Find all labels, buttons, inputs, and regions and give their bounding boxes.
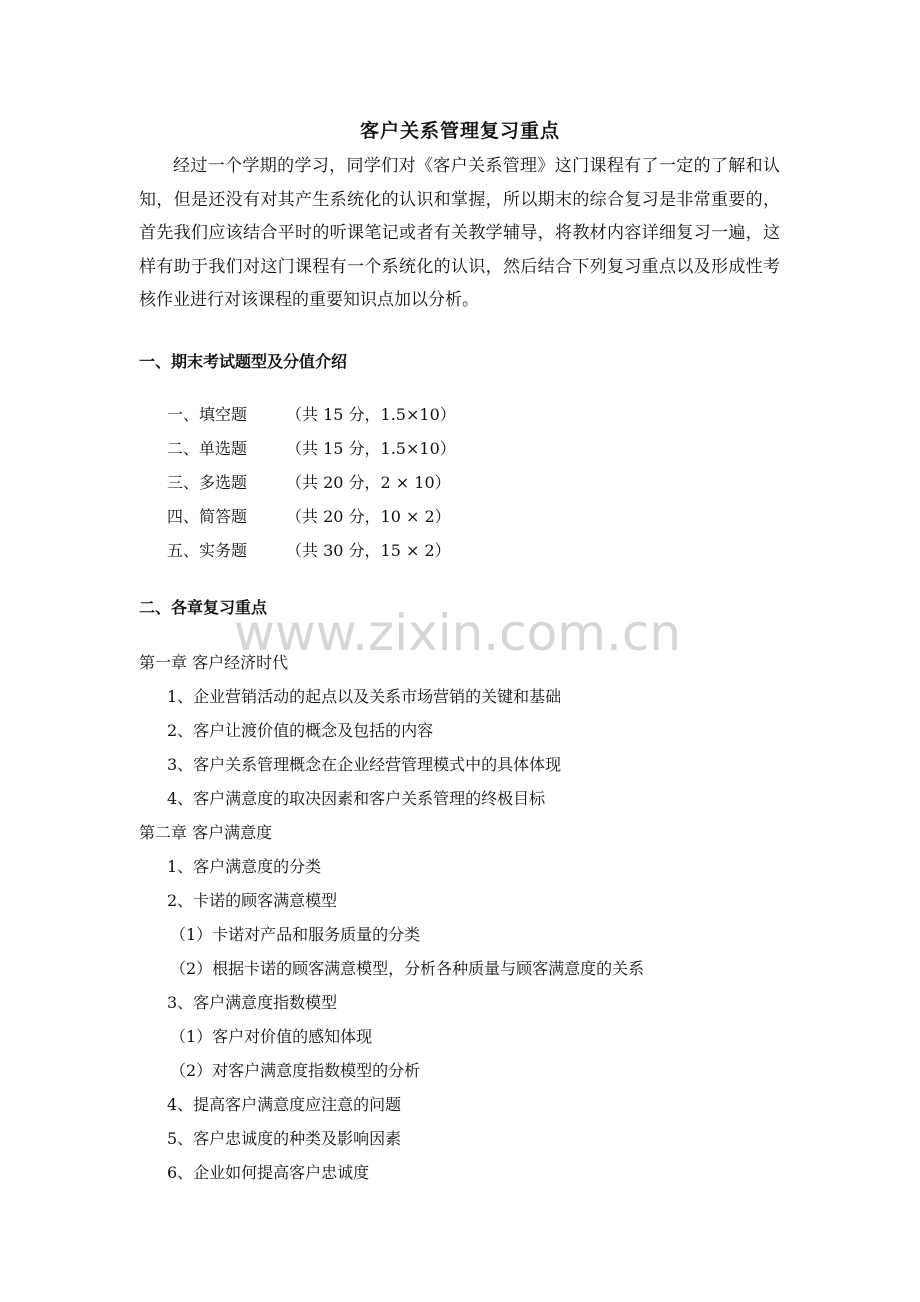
review-point: 4、客户满意度的取决因素和客户关系管理的终极目标 [167,789,546,808]
exam-type-detail: （共 15 分，1.5×10） [286,405,456,424]
section-heading-chapter-review: 二、各章复习重点 [139,598,268,617]
section-heading-exam-types: 一、期末考试题型及分值介绍 [139,352,348,371]
exam-type-name: 五、实务题 [167,541,248,560]
review-point: 3、客户满意度指数模型 [167,993,338,1012]
review-point: 4、提高客户满意度应注意的问题 [167,1095,402,1114]
chapter-title: 第一章 客户经济时代 [139,653,289,672]
exam-type-detail: （共 20 分，2 × 10） [286,473,451,492]
watermark: www.zixin.com.cn [234,604,682,662]
exam-type-name: 三、多选题 [167,473,248,492]
exam-type-detail: （共 30 分，15 × 2） [286,541,451,560]
review-point: 6、企业如何提高客户忠诚度 [167,1163,370,1182]
review-subpoint: （2）根据卡诺的顾客满意模型，分析各种质量与顾客满意度的关系 [170,959,645,978]
review-point: 3、客户关系管理概念在企业经营管理模式中的具体体现 [167,755,562,774]
exam-type-detail: （共 20 分，10 × 2） [286,507,451,526]
exam-type-name: 四、简答题 [167,507,248,526]
review-point: 2、卡诺的顾客满意模型 [167,891,338,910]
document-title: 客户关系管理复习重点 [359,120,560,142]
review-subpoint: （1）卡诺对产品和服务质量的分类 [170,925,421,944]
exam-type-name: 一、填空题 [167,405,248,424]
review-subpoint: （1）客户对价值的感知体现 [170,1027,373,1046]
review-point: 2、客户让渡价值的概念及包括的内容 [167,721,434,740]
exam-type-detail: （共 15 分，1.5×10） [286,439,456,458]
review-point: 1、企业营销活动的起点以及关系市场营销的关键和基础 [167,687,562,706]
review-subpoint: （2）对客户满意度指数模型的分析 [170,1061,421,1080]
chapter-title: 第二章 客户满意度 [139,823,273,842]
review-point: 1、客户满意度的分类 [167,857,322,876]
intro-paragraph: 经过一个学期的学习，同学们对《客户关系管理》这门课程有了一定的了解和认知，但是还没有对其产生系统化的认识和掌握，所以期末的综合复习是非常重要的，首先我们应该结合平时的听课笔记或者有关教学辅导，将教材内容详细复习一遍，这样有助于我们对这门课程有一个系统化的认识，然后结合下列复习重点以及形成性考核作业进行对该课程的重要知识点加以分析。 [139,156,780,311]
exam-type-name: 二、单选题 [167,439,248,458]
review-point: 5、客户忠诚度的种类及影响因素 [167,1129,402,1148]
